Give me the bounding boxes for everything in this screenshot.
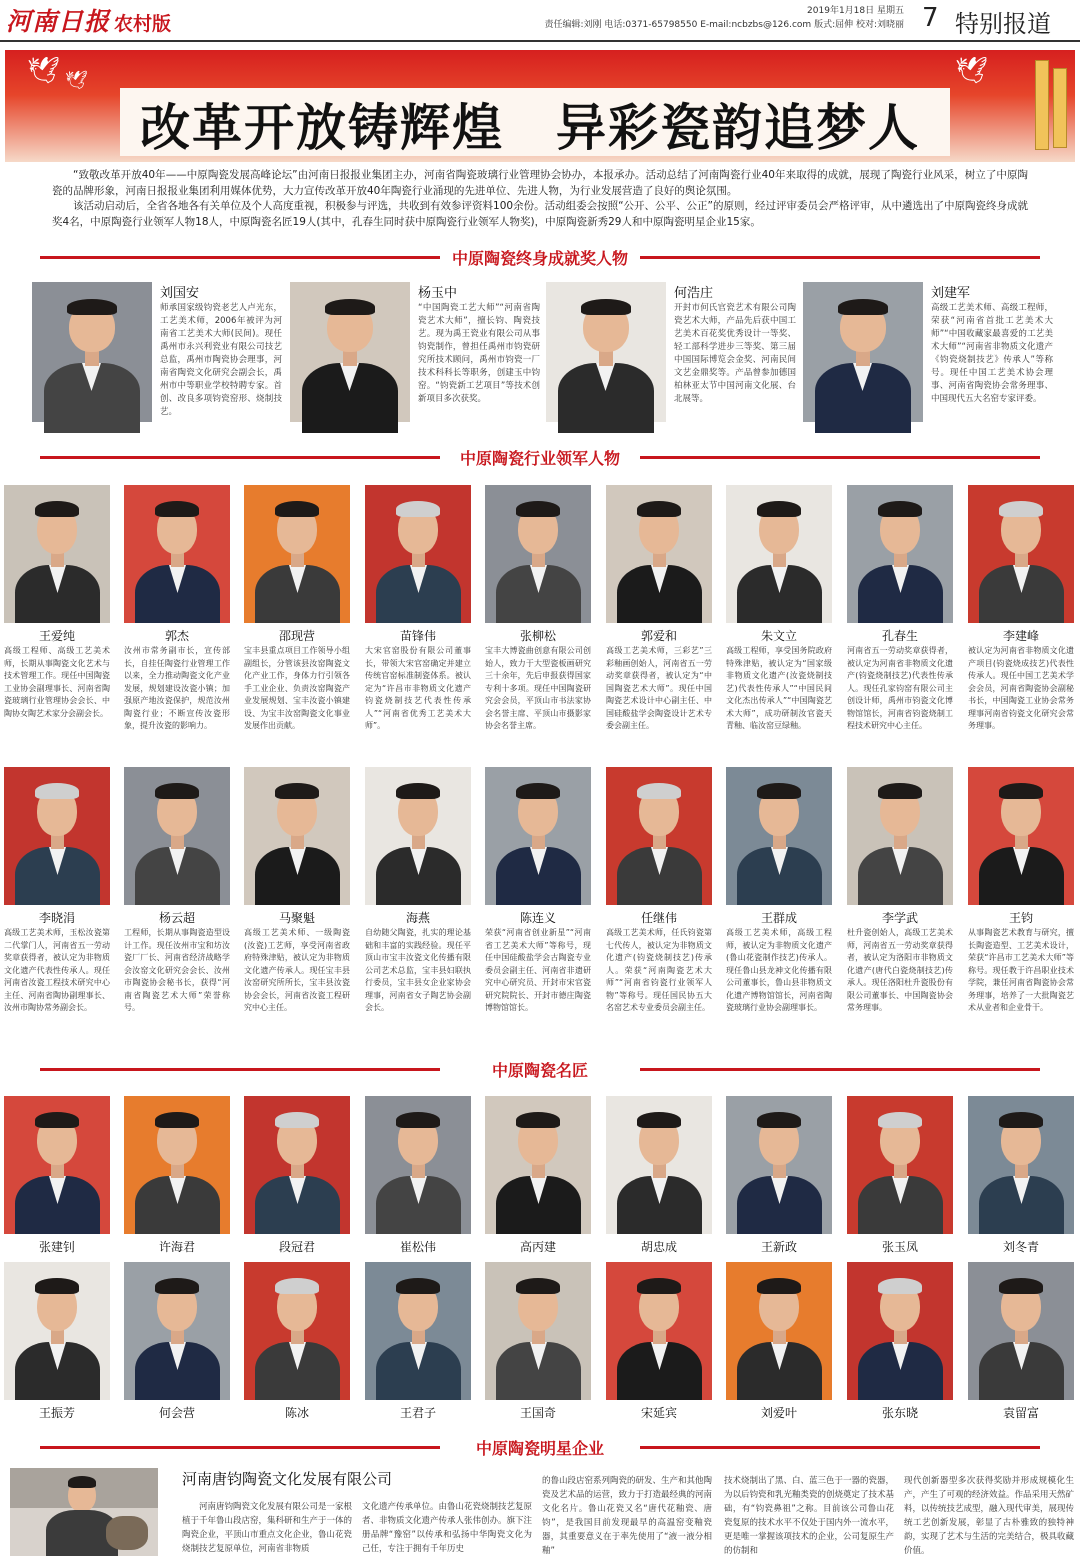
- portrait-photo: [244, 485, 350, 623]
- person-name: 袁留富: [1002, 1406, 1039, 1420]
- intro-text: [52, 168, 1028, 230]
- dove-icon: 🕊: [955, 56, 989, 86]
- portrait-photo: [606, 1262, 712, 1400]
- person-bio: 河南省五一劳动奖章获得者，被认定为河南省非物质文化遗产(钧瓷烧制技艺)代表性传承人。现任孔家钧窑有限公司主创设计师，禹州市钧瓷文化博物馆馆长，河南省钧瓷烧制工程技术研究中心主任。: [847, 646, 953, 730]
- person-bio: 荣获“河南省创业新星”“河南省工艺美术大师”等称号，现任中国硅酸盐学会古陶瓷专业委员会副主任、河南省非遗研究中心研究员、开封市宋官瓷研究院院长、开封市德庄陶瓷博物馆馆长。: [485, 928, 591, 1012]
- portrait-photo: [847, 485, 953, 623]
- person-name: 陈冰: [284, 1406, 309, 1420]
- person-bio: 被认定为河南省非物质文化遗产项目(钧瓷烧成技艺)代表性传承人。现任中国工艺美术学会会员，河南省陶瓷协会副秘书长，中国陶瓷工业协会常务理事河南省钧瓷文化研究会常务理事。: [968, 646, 1074, 730]
- lifetime-award-card: [290, 282, 542, 422]
- dove-icon: 🕊: [65, 70, 88, 91]
- person-bio: 宝丰县重点项目工作领导小组副组长，分管该县汝窑陶瓷文化产业工作，身体力行引领各手工业企业、负责汝窑陶瓷产业发展规划、宝丰汝瓷小镇建设、为宝丰汝窑陶瓷文化事业发展作出贡献。: [244, 646, 350, 730]
- person-bio: 高级工艺美术师、一级陶瓷(汝瓷)工艺师，享受河南省政府特殊津贴，被认定为非物质文化遗产传承人。现任宝丰县汝窑研究所所长，宝丰县汝瓷协会会长，河南省汝瓷工程研究中心主任。: [244, 928, 350, 1012]
- person-name: 陈连义: [519, 911, 556, 925]
- person-bio: 宝丰大博瓷曲创意有限公司创始人，致力于大型瓷板画研究三十余年，先后申报获得国家专利十多项。现任中国陶瓷研究会会员，平顶山市书法家协会名誉主席、平顶山市摄影家协会名誉主席。: [485, 646, 591, 730]
- portrait-photo: [365, 1262, 471, 1400]
- person-bio: 汝州市常务副市长，宣传部长，自挂任陶瓷行业管理工作以来，全力推动陶瓷文化产业发展，规划建设汝瓷小镇；加强原产地汝瓷保护，规范汝州陶瓷行业；不断宣传汝瓷形象，提升汝瓷的影响力。: [124, 646, 230, 730]
- portrait-photo: [124, 1262, 230, 1400]
- portrait-photo: [847, 767, 953, 905]
- lifetime-award-card: [803, 282, 1055, 422]
- person-name: 王君子: [399, 1406, 436, 1420]
- section-title: 中原陶瓷行业领军人物: [450, 449, 630, 468]
- portrait-photo: [847, 1096, 953, 1234]
- intro-paragraph: “致敬改革开放40年——中原陶瓷发展高峰论坛”由河南日报报业集团主办，河南省陶瓷玻璃行业管理协会协办，本报承办。活动总结了河南陶瓷行业40年来取得的成就，展现了陶瓷行业风采，树立了中原陶瓷的品牌形象，河南日报报业集团利用媒体优势，大力宣传改革开放40年陶瓷行业涌现的先进单位、先进人物，为行业发展营造了良好的舆论氛围。: [52, 169, 1028, 197]
- person-name: 李建峰: [1002, 629, 1039, 643]
- person-bio: 高级工艺美术师，任氏钧瓷第七代传人，被认定为非物质文化遗产(钧瓷烧制技艺)传承人。荣获“河南陶瓷艺术大师”“河南省钧瓷行业领军人物”等称号。现任国民协五大名窑艺术专业委员会副主任。: [606, 928, 712, 1012]
- person-name: 王群成: [760, 911, 797, 925]
- person-name: 李晓涓: [38, 911, 75, 925]
- person-name: 任继伟: [640, 911, 677, 925]
- person-name: 马聚魁: [278, 911, 315, 925]
- person-name: 王振芳: [38, 1406, 75, 1420]
- enterprise-text: 技术烧制出了黑、白、蓝三色于一器的瓷器，为以后钧瓷和乳光釉类瓷的创烧奠定了技术基础，有“钧瓷鼻祖”之称。目前该公司鲁山花瓷复原的技术水平不仅处于国内外一流水平，更是唯一掌握该项技术的企业，公司复原生产的仿制和: [724, 1476, 895, 1556]
- editor-credits: 责任编辑:刘刚 电话:0371-65798550 E-mail:ncbzbs@126.com 版式:屈伸 校对:刘晓丽: [544, 20, 904, 30]
- portrait-photo: [546, 282, 666, 422]
- person-name: 崔松伟: [399, 1240, 436, 1254]
- person-name: 胡忠成: [640, 1240, 677, 1254]
- person-bio: 大宋官窑股份有限公司董事长，带领大宋官窑确定并建立传统官窑标准制瓷体系。被认定为“许昌市非物质文化遗产钧瓷烧制技艺代表性传承人”“河南省优秀工艺美术大师”。: [365, 646, 471, 730]
- portrait-photo: [485, 485, 591, 623]
- person-bio: 高级工艺美术师，三彩艺”三彩釉画创始人，河南省五一劳动奖章获得者，被认定为“中国陶瓷艺术大师”。现任中国陶瓷艺术设计中心副主任、中国硅酸盐学会陶瓷设计艺术专委会副主任。: [606, 646, 712, 730]
- person-name: 刘建军: [931, 286, 971, 301]
- masthead-info: [524, 4, 904, 32]
- portrait-photo: [726, 1096, 832, 1234]
- newspaper-logo: [6, 2, 171, 38]
- portrait-photo: [124, 767, 230, 905]
- enterprise-name: 河南唐钧陶瓷文化发展有限公司: [182, 1470, 393, 1488]
- section-title: 中原陶瓷明星企业: [466, 1439, 614, 1458]
- person-name: 刘冬青: [1002, 1240, 1039, 1254]
- person-bio: 高级工艺美术师，高级工程师，被认定为非物质文化遗产(鲁山花瓷制作技艺)传承人。现任鲁山县龙神文化传播有限公司董事长，鲁山县非物质文化遗产博物馆馆长，河南省陶瓷玻璃行业协会副理事长。: [726, 928, 832, 1012]
- person-name: 杨云超: [158, 911, 195, 925]
- portrait-photo: [365, 1096, 471, 1234]
- issue-date: 2019年1月18日 星期五: [807, 6, 904, 16]
- section-name: 特别报道: [955, 10, 1051, 38]
- person-bio: 杜升瓷创始人，高级工艺美术师，河南省五一劳动奖章获得者，被认定为洛阳市非物质文化遗产(唐代白瓷烧制技艺)传承人。现任洛阳杜升瓷股份有限公司董事长、中国陶瓷协会常务理事。: [847, 928, 953, 1012]
- portrait-photo: [968, 1262, 1074, 1400]
- person-name: 张柳松: [519, 629, 556, 643]
- person-name: 宋延宾: [640, 1406, 677, 1420]
- person-name: 郭杰: [164, 629, 189, 643]
- enterprise-text: 文化遗产传承单位。由鲁山花瓷烧制技艺复原者、非物质文化遗产传承人张伟创办。旗下注册品牌“豫窑”以传承和弘扬中华陶瓷文化为己任，专注于拥有千年历史: [362, 1502, 533, 1554]
- person-bio: “中国陶瓷工艺大师”“河南省陶瓷艺术大师”，擅长钧、陶瓷技艺。现为禹王瓷业有限公司从事钧瓷制作，曾担任禹州市钧瓷研究所技术顾问，禹州市钧瓷一厂技术科科长等职务，创建玉中钧窑。“钧瓷新工艺项目”等技术创新项目多次获奖。: [418, 303, 540, 404]
- portrait-photo: [485, 767, 591, 905]
- portrait-photo: [968, 485, 1074, 623]
- portrait-photo: [4, 1096, 110, 1234]
- masthead: [0, 0, 1080, 42]
- portrait-photo: [847, 1262, 953, 1400]
- enterprise-text: 现代创新器型多次获得奖励并形成规模化生产，产生了可观的经济效益。作品采用天然矿料，以传统技艺成型，融入现代审美，展现传统工艺创新发展，彰显了古朴雅致的独特神韵，实现了艺术与生活的完美结合，极具收藏价值。: [904, 1476, 1075, 1556]
- lifetime-award-card: [32, 282, 284, 422]
- portrait-photo: [485, 1262, 591, 1400]
- person-bio: 开封市何氏官瓷艺术有限公司陶瓷艺术大师，产品先后获中国工艺美术百花奖优秀设计一等奖、轻工部科学进步三等奖、第三届中国国际博览会金奖、河南民间文艺金鼎奖等。产品曾参加德国柏林亚太节中国河南文化展、台北展等。: [674, 303, 796, 404]
- portrait-photo: [244, 767, 350, 905]
- enterprise-text: 的鲁山段店窑系列陶瓷的研发、生产和其他陶瓷及艺术品的运营，致力于打造最经典的河南文化名片。鲁山花瓷又名“唐代花釉瓷、唐钧”，是我国目前发现最早的高温窑变釉瓷器，其重要意义在于率先使用了“液一液分相釉”: [542, 1476, 713, 1556]
- portrait-photo: [726, 767, 832, 905]
- section-header-masters: [40, 1058, 1040, 1080]
- portrait-photo: [606, 1096, 712, 1234]
- portrait-photo: [244, 1262, 350, 1400]
- portrait-photo: [968, 1096, 1074, 1234]
- portrait-photo: [124, 485, 230, 623]
- portrait-photo: [485, 1096, 591, 1234]
- person-name: 海燕: [405, 911, 430, 925]
- person-name: 郭爱和: [640, 629, 677, 643]
- portrait-photo: [4, 767, 110, 905]
- person-name: 许海君: [158, 1240, 195, 1254]
- person-name: 李学武: [881, 911, 918, 925]
- portrait-photo: [726, 1262, 832, 1400]
- portrait-photo: [4, 1262, 110, 1400]
- person-name: 孔春生: [881, 629, 918, 643]
- person-bio: 师承国家级钧瓷老艺人卢光东，工艺美术师，2006年被评为河南省工艺美术大师(民间)。现任禹州市永兴利瓷业有限公司技艺总监，禹州市陶瓷协会理事，河南省陶瓷文化研究会副会长，禹州市中等职业学校特聘专家。首创、改良多项钧瓷窑形、烧制技艺。: [160, 303, 282, 417]
- page-headline: 改革开放铸辉煌 异彩瓷韵追梦人: [140, 98, 920, 157]
- portrait-photo: [365, 485, 471, 623]
- portrait-photo: [803, 282, 923, 422]
- person-name: 何会营: [158, 1406, 195, 1420]
- portrait-photo: [606, 485, 712, 623]
- dove-icon: 🕊: [27, 56, 61, 86]
- person-name: 杨玉中: [418, 286, 458, 301]
- person-name: 何浩庄: [674, 286, 714, 301]
- person-name: 王新政: [760, 1240, 797, 1254]
- person-name: 张玉凤: [881, 1240, 918, 1254]
- person-name: 张东晓: [881, 1406, 918, 1420]
- portrait-photo: [290, 282, 410, 422]
- section-header-lifetime: [40, 246, 1040, 268]
- portrait-photo: [726, 485, 832, 623]
- person-name: 朱文立: [760, 629, 797, 643]
- section-header-enterprises: [40, 1436, 1040, 1458]
- portrait-photo: [968, 767, 1074, 905]
- enterprise-text: 河南唐钧陶瓷文化发展有限公司是一家根植于千年鲁山段店窑，集科研和生产于一体的陶瓷企业，平顶山市重点文化企业，鲁山花瓷烧制技艺复原单位，河南省非物质: [182, 1502, 353, 1554]
- person-bio: 高级工艺美术师、高级工程师，荣获“河南省首批工艺美术大师”“中国收藏家最喜爱的工艺美术大师”“河南省非物质文化遗产《钧瓷烧制技艺》传承人”等称号。现任中国工艺美术协会理事、河南省陶瓷协会常务理事、中国现代五大名窑专家评委。: [931, 303, 1053, 404]
- section-header-leaders: [40, 446, 1040, 468]
- intro-paragraph: 该活动启动后，全省各地各有关单位及个人高度重视，积极参与评选，共收到有效参评资料100余份。活动组委会按照“公开、公平、公正”的原则，经过评审委员会严格评审，从中遴选出了中原陶瓷终身成就奖4名，中原陶瓷行业领军人物18人，中原陶瓷名匠19人(其中，孔春生同时获中原陶瓷行业领军人物奖)，中原陶瓷新秀29人和中原陶瓷明星企业15家。: [52, 200, 1028, 228]
- person-bio: 高级工程师，享受国务院政府特殊津贴，被认定为“国家级非物质文化遗产(汝瓷烧制技艺)代表性传承人”“中国民间文化杰出传承人”“中国陶瓷艺术大师”，成功研制汝官瓷天青釉、临汝窑豆绿釉。: [726, 646, 832, 730]
- person-bio: 自幼随父陶瓷，扎实的理论基础和丰富的实践经验。现任平顶山市宝丰汝瓷文化传播有限公司艺术总监，宝丰县妇联执行委员，宝丰县女企业家协会理事，河南省女子陶艺协会副会长。: [365, 928, 471, 1012]
- person-bio: 工程师，长期从事陶瓷造型设计工作。现任汝州市宝和坊汝瓷厂厂长、河南省经济战略学会汝窑文化研究会会长、汝州市陶瓷协会秘书长，获得“河南省陶瓷艺术大师”荣誉称号。: [124, 928, 230, 1012]
- person-bio: 高级工艺美术师，玉松汝瓷第二代掌门人，河南省五一劳动奖章获得者，被认定为非物质文化遗产代表性传承人。现任河南省汝瓷工程技术研究中心主任、河南省陶协副理事长、汝州市陶协常务副会长。: [4, 928, 110, 1012]
- person-name: 高丙建: [519, 1240, 556, 1254]
- person-name: 王钧: [1008, 911, 1033, 925]
- person-name: 苗锋伟: [399, 629, 436, 643]
- page-number: 7: [922, 3, 939, 33]
- person-name: 刘爱叶: [760, 1406, 797, 1420]
- person-name: 张建钊: [38, 1240, 75, 1254]
- person-name: 段冠君: [278, 1240, 315, 1254]
- person-name: 王国奇: [519, 1406, 556, 1420]
- portrait-photo: [606, 767, 712, 905]
- person-bio: 从事陶瓷艺术教育与研究，擅长陶瓷造型、工艺美术设计，荣获“许昌市工艺美术大师”等称号。现任教于许昌职业技术学院，兼任河南省陶瓷协会常务理事，培养了一大批陶瓷艺术从业者和企业骨干。: [968, 928, 1074, 1012]
- person-bio: 高级工程师、高级工艺美术师，长期从事陶瓷文化艺术与技术管理工作。现任中国陶瓷工业协会副理事长、河南省陶瓷玻璃行业管理协会会长、中陶协女陶艺术家分会副会长。: [4, 646, 110, 718]
- section-title: 中原陶瓷名匠: [482, 1061, 598, 1080]
- section-title: 中原陶瓷终身成就奖人物: [442, 249, 638, 268]
- logo-text: 河南日报: [6, 7, 111, 36]
- lifetime-award-card: [546, 282, 798, 422]
- portrait-photo: [244, 1096, 350, 1234]
- portrait-photo: [124, 1096, 230, 1234]
- person-name: 邵现营: [278, 629, 315, 643]
- pillar-icon: [1035, 60, 1049, 150]
- enterprise-photo: [10, 1468, 158, 1556]
- person-name: 刘国安: [160, 286, 200, 301]
- portrait-photo: [32, 282, 152, 422]
- edition-label: 农村版: [114, 13, 172, 35]
- person-name: 王爱纯: [38, 629, 75, 643]
- pillar-icon: [1053, 68, 1067, 148]
- portrait-photo: [4, 485, 110, 623]
- portrait-photo: [365, 767, 471, 905]
